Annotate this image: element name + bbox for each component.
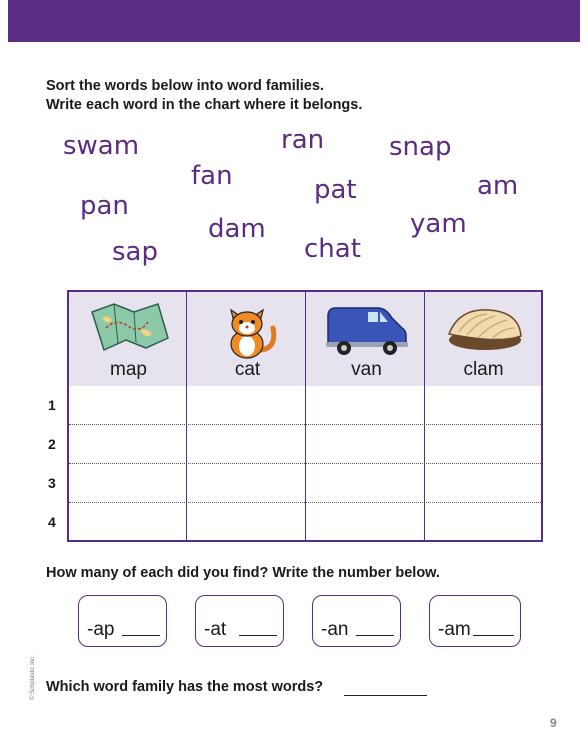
answer-blank — [356, 635, 394, 636]
chart-cell[interactable] — [69, 386, 186, 424]
word-swam: swam — [63, 131, 140, 161]
word-dam: dam — [208, 214, 266, 244]
word-sap: sap — [112, 237, 158, 267]
clam-icon — [439, 298, 529, 360]
column-header-cat — [188, 292, 307, 386]
column-header-map — [69, 292, 188, 386]
row-divider — [69, 502, 541, 503]
page-number: 9 — [550, 716, 557, 730]
row-number-4: 4 — [48, 514, 56, 530]
column-label-van: van — [351, 359, 382, 380]
instruction-line-1: Sort the words below into word families. — [46, 78, 324, 94]
cat-icon — [203, 298, 293, 360]
map-icon — [84, 298, 174, 360]
copyright: © Scholastic Inc. — [30, 655, 36, 700]
count-box-an[interactable] — [312, 595, 401, 647]
word-yam: yam — [410, 209, 467, 239]
top-band — [8, 0, 580, 42]
word-ran: ran — [281, 125, 325, 155]
row-number-3: 3 — [48, 475, 56, 491]
word-am: am — [477, 171, 519, 201]
answer-blank — [122, 635, 160, 636]
count-question: How many of each did you find? Write the number below. — [46, 565, 440, 581]
row-number-2: 2 — [48, 436, 56, 452]
word-pat: pat — [314, 175, 357, 205]
family-label-am: -am — [438, 619, 471, 640]
van-icon — [322, 298, 412, 360]
word-snap: snap — [389, 132, 452, 162]
family-label-an: -an — [321, 619, 349, 640]
column-header-clam — [426, 292, 541, 386]
count-box-am[interactable] — [429, 595, 521, 647]
column-label-map: map — [110, 359, 147, 380]
count-box-at[interactable] — [195, 595, 284, 647]
word-chat: chat — [304, 234, 361, 264]
family-label-ap: -ap — [87, 619, 115, 640]
family-label-at: -at — [204, 619, 227, 640]
word-pan: pan — [80, 191, 129, 221]
column-header-van — [307, 292, 426, 386]
word-family-chart — [67, 290, 543, 542]
word-fan: fan — [191, 161, 233, 191]
instructions — [46, 77, 362, 115]
column-label-clam: clam — [463, 359, 504, 380]
row-number-1: 1 — [48, 397, 56, 413]
final-question: Which word family has the most words? — [46, 679, 324, 695]
answer-blank — [473, 635, 514, 636]
instruction-line-2: Write each word in the chart where it belongs. — [46, 97, 363, 113]
row-divider — [69, 424, 541, 425]
count-box-ap[interactable] — [78, 595, 167, 647]
answer-blank — [239, 635, 277, 636]
row-divider — [69, 463, 541, 464]
final-answer-blank[interactable] — [344, 695, 427, 696]
column-label-cat: cat — [234, 359, 261, 380]
